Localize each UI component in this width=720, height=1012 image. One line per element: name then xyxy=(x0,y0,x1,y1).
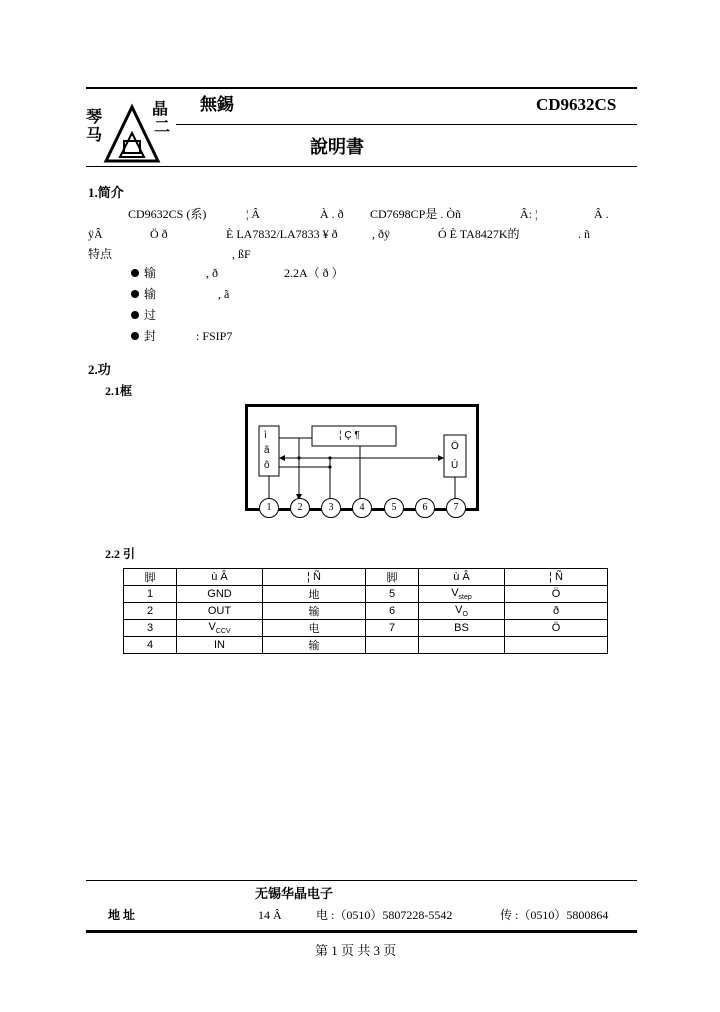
footer-fax: 传 :（0510）5800864 xyxy=(500,908,609,922)
table-cell xyxy=(419,637,505,654)
table-header-row xyxy=(124,569,608,586)
section2-heading: 2.功 xyxy=(88,362,111,377)
table-cell: ð xyxy=(505,603,608,620)
intro-line1-part5: Â: ¦ xyxy=(520,207,538,221)
bullet2-b: , ã xyxy=(218,287,230,301)
table-cell: 地 xyxy=(263,586,366,603)
block-diagram-heading: 2.1框 xyxy=(105,384,133,398)
footer-address: 14 Â xyxy=(258,908,282,922)
right-block-label-2: Ú xyxy=(451,460,459,471)
table-cell: 7 xyxy=(366,620,419,637)
intro-line2-part6: . ñ xyxy=(578,227,590,241)
logo-char-2: 马 xyxy=(86,127,103,144)
subscript: CCV xyxy=(215,628,231,636)
table-row xyxy=(124,637,608,654)
pin-table-heading: 2.2 引 xyxy=(105,547,136,561)
left-block-label-2: ã xyxy=(264,445,270,456)
footer-company: 无锡华晶电子 xyxy=(255,886,334,901)
table-row xyxy=(124,586,608,603)
logo-char-1: 琴 xyxy=(86,109,103,126)
pin-6 xyxy=(415,498,435,518)
top-block-label: ¦ Ç ¶ xyxy=(339,430,360,441)
intro-line1-part3: À . ð xyxy=(320,207,344,221)
footer-address-label: 地 址 xyxy=(108,908,136,922)
intro-line1-part1: CD9632CS (系) xyxy=(128,207,207,221)
bullet3-a: 过 xyxy=(144,308,157,322)
table-header: ¦ Ñ xyxy=(263,569,366,586)
table-cell: 3 xyxy=(124,620,177,637)
section1-heading: 1.简介 xyxy=(88,185,124,200)
bullet-dot xyxy=(131,311,139,319)
header-divider xyxy=(176,124,637,125)
intro-line3-part1: 特点 xyxy=(88,247,113,261)
table-cell: 电 xyxy=(263,620,366,637)
pin-label: 3 xyxy=(328,502,334,513)
table-cell: $V_O$ xyxy=(419,603,505,620)
logo-char-3: 晶 xyxy=(152,101,169,118)
pin-label: 4 xyxy=(359,502,365,513)
pin-table xyxy=(123,568,608,654)
pin-label: 6 xyxy=(422,502,428,513)
intro-line2-part5: Ó È TA8427K的 xyxy=(438,227,520,241)
table-cell: 1 xyxy=(124,586,177,603)
bullet-dot xyxy=(131,290,139,298)
pin-4 xyxy=(352,498,372,518)
intro-line1-part4: CD7698CP是 . Òñ xyxy=(370,207,462,221)
intro-line2-part1: ÿÂ xyxy=(88,227,103,241)
pin-7 xyxy=(446,498,466,518)
subscript: step xyxy=(458,594,472,602)
logo-char-4: 二 xyxy=(154,119,171,136)
bullet1-c: 2.2A（ ð ） xyxy=(284,266,344,280)
bullet1-a: 输 xyxy=(144,266,157,280)
table-cell: 5 xyxy=(366,586,419,603)
table-row xyxy=(124,603,608,620)
table-cell: OUT xyxy=(177,603,263,620)
table-cell: 6 xyxy=(366,603,419,620)
table-cell: 输 xyxy=(263,637,366,654)
table-cell: 输 xyxy=(263,603,366,620)
pin-1 xyxy=(259,498,279,518)
table-header: ¦ Ñ xyxy=(505,569,608,586)
doc-title: 說明書 xyxy=(310,137,364,157)
intro-line2-part2: Ö ð xyxy=(150,227,168,241)
left-block-label-1: ì xyxy=(264,430,267,441)
right-block-label-1: Ö xyxy=(451,441,459,452)
pin-3 xyxy=(321,498,341,518)
pin-2 xyxy=(290,498,310,518)
table-cell xyxy=(366,637,419,654)
footer-top-rule xyxy=(86,880,637,881)
table-header: ù Â xyxy=(177,569,263,586)
intro-line2-part3: È LA7832/LA7833 ¥ ð xyxy=(226,227,338,241)
table-header: ù Â xyxy=(419,569,505,586)
table-cell xyxy=(505,637,608,654)
header-bottom-rule xyxy=(86,166,637,167)
pin-label: 7 xyxy=(453,502,459,513)
pin-label: 5 xyxy=(391,502,397,513)
bullet4-a: 封 xyxy=(144,329,157,343)
intro-line3-part2: , ßF xyxy=(232,247,251,261)
part-number: CD9632CS xyxy=(536,95,617,114)
pin-label: 2 xyxy=(297,502,303,513)
bullet-dot xyxy=(131,269,139,277)
footer-bottom-rule xyxy=(86,930,637,933)
table-cell: GND xyxy=(177,586,263,603)
company-title: 無錫 xyxy=(200,95,234,114)
table-header: 脚 xyxy=(366,569,419,586)
table-cell: Ö xyxy=(505,620,608,637)
intro-line1-part6: Â . xyxy=(594,207,609,221)
table-cell: BS xyxy=(419,620,505,637)
bullet4-b: : FSIP7 xyxy=(196,329,233,343)
table-cell: 4 xyxy=(124,637,177,654)
table-row xyxy=(124,620,608,637)
table-header: 脚 xyxy=(124,569,177,586)
bullet1-b: , ð xyxy=(206,266,218,280)
table-cell: IN xyxy=(177,637,263,654)
bullet-dot xyxy=(131,332,139,340)
table-cell: 2 xyxy=(124,603,177,620)
subscript: O xyxy=(462,611,468,619)
pin-label: 1 xyxy=(266,502,272,513)
table-cell: $V_{step}$ xyxy=(419,586,505,603)
bullet2-a: 输 xyxy=(144,287,157,301)
intro-line1-part2: ¦ Â xyxy=(246,207,261,221)
company-logo xyxy=(86,97,176,165)
pin-5 xyxy=(384,498,404,518)
table-cell: Ö xyxy=(505,586,608,603)
page-number: 第 1 页 共 3 页 xyxy=(315,943,397,958)
table-cell: $V_{CCV}$ xyxy=(177,620,263,637)
top-rule xyxy=(86,87,637,89)
intro-line2-part4: , ðÿ xyxy=(372,227,390,241)
left-block-label-3: ô xyxy=(264,460,270,471)
footer-phone: 电 :（0510）5807228-5542 xyxy=(316,908,453,922)
